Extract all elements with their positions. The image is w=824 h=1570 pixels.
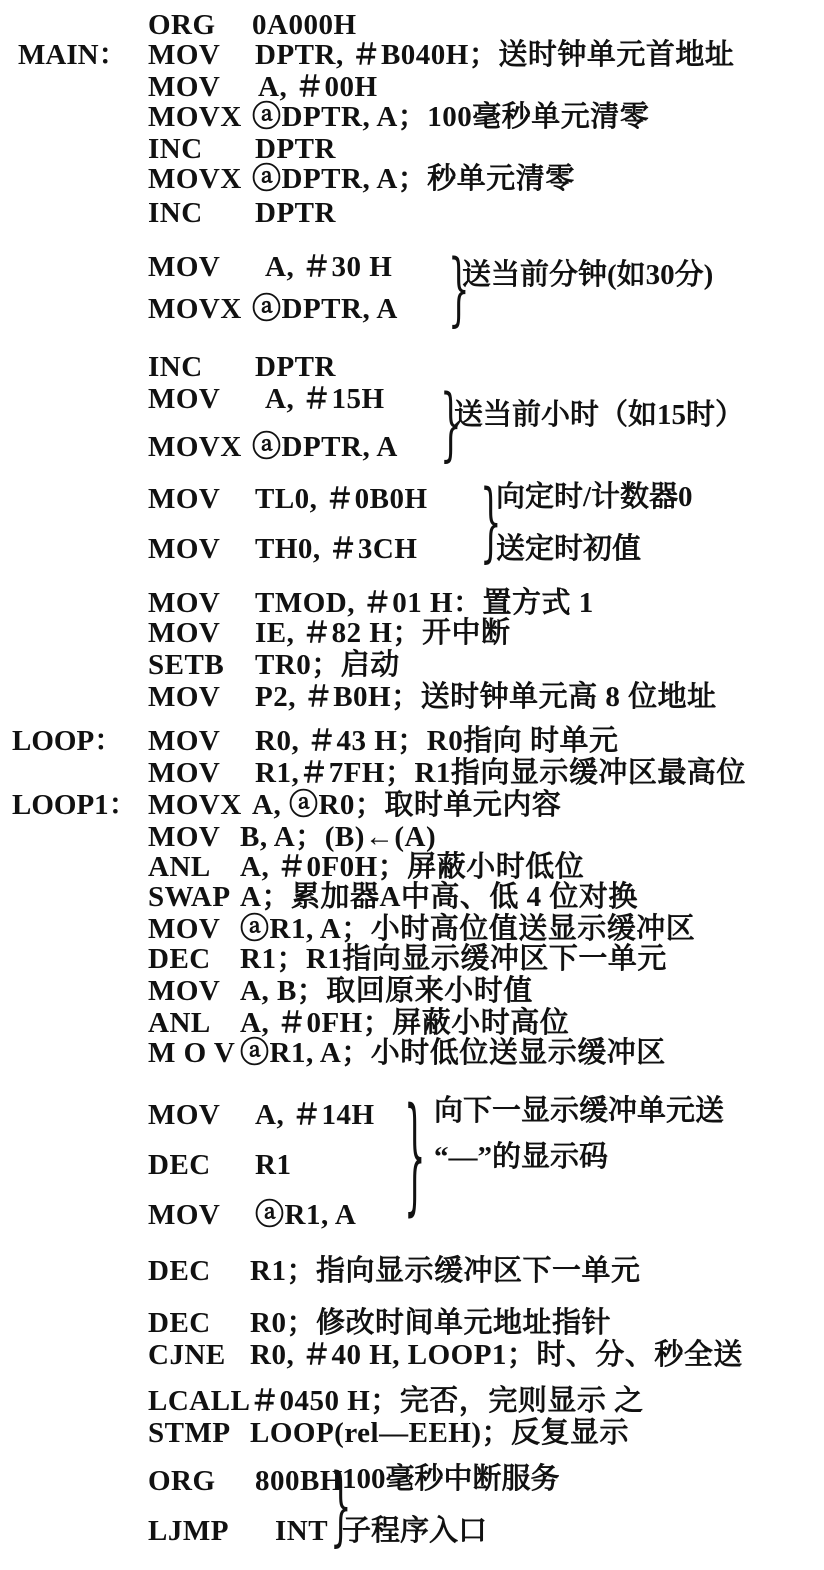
brace-note: 向定时/计数器0 [496, 481, 693, 513]
opcode: ANL [148, 1007, 211, 1039]
opcode: DEC [148, 943, 211, 975]
comment: 时、分、秒全送 [536, 1339, 743, 1371]
code-line [148, 196, 336, 230]
operand: R1 [255, 1149, 292, 1181]
comment: 小时高位值送显示缓冲区 [370, 913, 696, 945]
operand: DPTR, ＃B040H； [255, 39, 499, 71]
code-line [148, 1384, 644, 1418]
operand: A, ＃14H [255, 1099, 375, 1131]
operand: 0A000H [252, 9, 357, 41]
operand: R0, ＃43 H； [255, 725, 427, 757]
operand: ⓐR1, A [255, 1199, 357, 1231]
comment: 反复显示 [511, 1417, 630, 1449]
operand: ⓐDPTR, A； [252, 101, 428, 133]
operand: TH0, ＃3CH [255, 533, 418, 565]
opcode: DEC [148, 1255, 211, 1287]
operand: DPTR [255, 351, 336, 383]
comment: 累加器A中高、低 4 位对换 [290, 881, 638, 913]
brace-icon: } [440, 377, 462, 472]
opcode: MOVX [148, 293, 242, 325]
comment: 置方式 1 [482, 587, 594, 619]
brace-note: 送当前小时（如15时） [454, 399, 745, 431]
operand: ⓐR1, A； [240, 1037, 371, 1069]
operand: IE, ＃82 H； [255, 617, 422, 649]
brace-note: 100毫秒中断服务 [342, 1463, 560, 1495]
code-line [148, 1198, 356, 1232]
opcode: MOV [148, 975, 221, 1007]
operand: TMOD, ＃01 H： [255, 587, 483, 619]
brace-icon: } [448, 242, 470, 337]
opcode: LJMP [148, 1515, 229, 1547]
code-line [148, 100, 649, 134]
code-line [148, 1464, 343, 1498]
code-line [148, 8, 357, 42]
comment: 启动 [340, 649, 400, 681]
comment: 秒单元清零 [427, 163, 575, 195]
code-line [148, 532, 417, 566]
operand: R0, ＃40 H, LOOP1； [250, 1339, 537, 1371]
comment: 取时单元内容 [384, 789, 562, 821]
operand: TR0； [255, 649, 341, 681]
operand: A, ＃00H [258, 71, 378, 103]
opcode: MOV [148, 725, 221, 757]
code-label: LOOP1： [12, 789, 138, 821]
opcode: SETB [148, 649, 225, 681]
opcode: INC [148, 133, 203, 165]
operand: 800BH [255, 1465, 343, 1497]
operand: A, ＃30 H [265, 251, 393, 283]
code-line [148, 788, 561, 822]
opcode: MOV [148, 251, 221, 283]
code-line [148, 1514, 328, 1548]
code-line [148, 616, 510, 650]
opcode: MOV [148, 483, 221, 515]
opcode: MOV [148, 821, 221, 853]
opcode: MOV [148, 533, 221, 565]
comment: 小时低位送显示缓冲区 [370, 1037, 666, 1069]
code-line [148, 1036, 666, 1070]
comment: 送时钟单元高 8 位地址 [420, 681, 717, 713]
comment: 完否，完则显示 之 [399, 1385, 644, 1417]
operand: P2, ＃B0H； [255, 681, 421, 713]
brace-note: 向下一显示缓冲单元送 [434, 1095, 725, 1127]
opcode: M O V [148, 1037, 236, 1069]
code-line [148, 350, 336, 384]
code-label: MAIN： [18, 39, 128, 71]
code-line [148, 1338, 743, 1372]
brace-note: 送当前分钟(如30分) [462, 259, 714, 291]
code-line [148, 586, 594, 620]
brace-icon: } [480, 472, 502, 574]
comment: 屏蔽小时高位 [392, 1007, 570, 1039]
opcode: MOV [148, 383, 221, 415]
code-line [148, 680, 717, 714]
comment: 开中断 [421, 617, 511, 649]
opcode: ANL [148, 851, 211, 883]
operand: INT [275, 1515, 329, 1547]
opcode: MOV [148, 1199, 221, 1231]
code-line [148, 974, 533, 1008]
brace-note: “—”的显示码 [434, 1141, 609, 1173]
code-line [148, 880, 638, 914]
operand: A, ＃0FH； [240, 1007, 393, 1039]
opcode: STMP [148, 1417, 231, 1449]
operand: TL0, ＃0B0H [255, 483, 428, 515]
comment: R0指向 时单元 [426, 725, 619, 757]
comment: 送时钟单元首地址 [498, 39, 735, 71]
operand: ⓐDPTR, A； [252, 163, 428, 195]
operand: A, ＃0F0H； [240, 851, 408, 883]
operand: LOOP(rel—EEH)； [250, 1417, 512, 1449]
opcode: MOV [148, 587, 221, 619]
comment: 指向显示缓冲区下一单元 [315, 1255, 641, 1287]
code-line [148, 382, 385, 416]
opcode: MOVX [148, 163, 242, 195]
comment: 取回原来小时值 [326, 975, 533, 1007]
operand: A, ⓐR0； [252, 789, 385, 821]
operand: ⓐDPTR, A [252, 293, 398, 325]
opcode: INC [148, 351, 203, 383]
code-line [148, 942, 667, 976]
code-line [148, 1306, 611, 1340]
code-label: LOOP： [12, 725, 124, 757]
code-line [148, 648, 400, 682]
operand: R0； [250, 1307, 316, 1339]
opcode: ORG [148, 1465, 216, 1497]
code-line [148, 70, 378, 104]
code-line [148, 820, 436, 854]
operand: A, B； [240, 975, 327, 1007]
operand: DPTR [255, 133, 336, 165]
operand: DPTR [255, 197, 336, 229]
comment: 100毫秒单元清零 [427, 101, 650, 133]
opcode: MOV [148, 617, 221, 649]
opcode: MOVX [148, 101, 242, 133]
operand: B, A； [240, 821, 325, 853]
code-line [148, 912, 695, 946]
brace-icon: } [330, 1456, 352, 1558]
code-line [148, 292, 398, 326]
comment: R1指向显示缓冲区下一单元 [305, 943, 667, 975]
code-line [148, 1006, 569, 1040]
operand: ⓐR1, A； [240, 913, 371, 945]
operand: ⓐDPTR, A [252, 431, 398, 463]
operand: A, ＃15H [265, 383, 385, 415]
opcode: ORG [148, 9, 216, 41]
code-line [148, 850, 584, 884]
opcode: MOV [148, 757, 221, 789]
code-line [148, 1098, 375, 1132]
brace-note: 送定时初值 [496, 533, 642, 565]
opcode: MOVX [148, 789, 242, 821]
opcode: MOV [148, 39, 221, 71]
code-line [148, 132, 336, 166]
code-line [148, 162, 575, 196]
operand: A； [240, 881, 291, 913]
opcode: SWAP [148, 881, 231, 913]
opcode: CJNE [148, 1339, 226, 1371]
code-line [148, 756, 746, 790]
opcode: LCALL [148, 1385, 251, 1417]
opcode: MOVX [148, 431, 242, 463]
code-line [148, 38, 734, 72]
comment: (B)←(A) [324, 821, 437, 853]
code-line [148, 1148, 291, 1182]
code-line [148, 724, 618, 758]
opcode: MOV [148, 1099, 221, 1131]
opcode: MOV [148, 681, 221, 713]
comment: R1指向显示缓冲区最高位 [414, 757, 746, 789]
opcode: INC [148, 197, 203, 229]
code-line [148, 250, 392, 284]
opcode: DEC [148, 1149, 211, 1181]
brace-icon: } [404, 1082, 426, 1232]
comment: 屏蔽小时低位 [407, 851, 585, 883]
code-line [148, 430, 398, 464]
opcode: DEC [148, 1307, 211, 1339]
operand: R1； [250, 1255, 316, 1287]
opcode: MOV [148, 913, 221, 945]
operand: ＃0450 H； [250, 1385, 400, 1417]
code-line [148, 482, 428, 516]
opcode: MOV [148, 71, 221, 103]
code-line [148, 1254, 640, 1288]
operand: R1； [240, 943, 306, 975]
brace-note: 子程序入口 [342, 1515, 488, 1547]
operand: R1,＃7FH； [255, 757, 415, 789]
comment: 修改时间单元地址指针 [315, 1307, 611, 1339]
code-line [148, 1416, 629, 1450]
